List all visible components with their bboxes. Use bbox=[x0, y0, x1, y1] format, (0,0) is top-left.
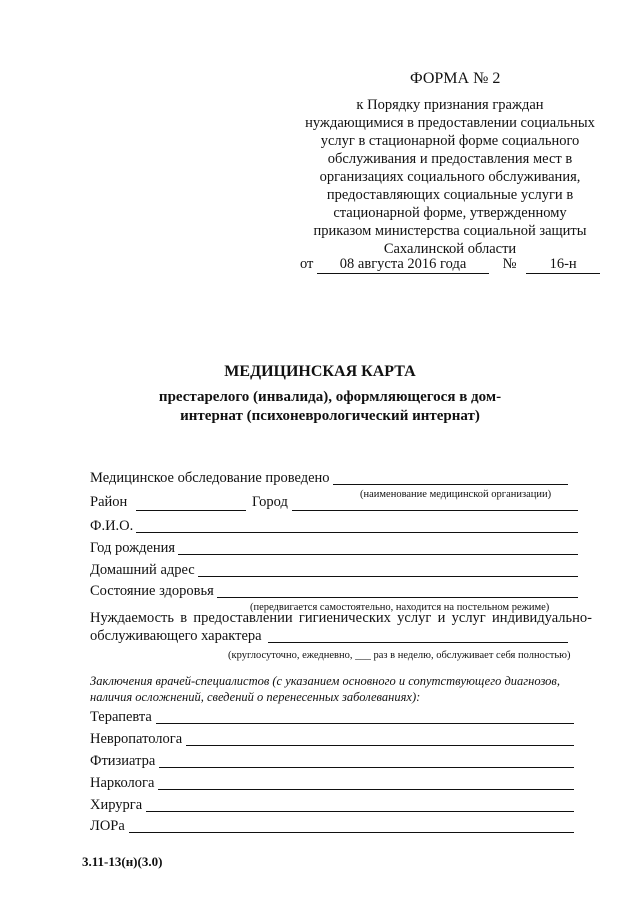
specialist-conclusions-intro: Заключения врачей-специалистов (с указанием основного и сопутствующего диагнозов, наличия осложнений, сведений о перенесенных заболеваниях): bbox=[90, 674, 560, 704]
order-date-number bbox=[300, 256, 600, 274]
health-state-field[interactable] bbox=[90, 580, 578, 600]
order-reference-line: нуждающимися в предоставлении социальных bbox=[305, 115, 595, 131]
exam-organization-line[interactable] bbox=[333, 470, 568, 485]
specialist-line[interactable] bbox=[129, 818, 574, 833]
district-label: Район bbox=[90, 494, 128, 510]
specialist-line[interactable] bbox=[159, 753, 574, 768]
specialist-label: Нарколога bbox=[90, 775, 155, 791]
health-state-hint: (передвигается самостоятельно, находится на постельном режиме) bbox=[250, 602, 550, 613]
exam-organization-label: Медицинское обследование проведено bbox=[90, 470, 330, 486]
order-from-label: от bbox=[300, 256, 314, 272]
specialist-field-surgeon[interactable] bbox=[90, 794, 574, 814]
birth-year-line[interactable] bbox=[178, 540, 578, 555]
order-reference-line: организациях социального обслуживания, bbox=[319, 169, 581, 185]
hygiene-need-field[interactable] bbox=[90, 627, 592, 645]
fio-line[interactable] bbox=[136, 518, 578, 533]
order-reference-line: услуг в стационарной форме социального bbox=[320, 133, 580, 149]
fio-field[interactable] bbox=[90, 515, 578, 535]
hygiene-need-label: обслуживающего характера bbox=[90, 628, 262, 644]
subtitle-line: интернат (психоневрологический интернат) bbox=[180, 408, 480, 424]
city-label: Город bbox=[252, 494, 288, 510]
specialist-line[interactable] bbox=[156, 709, 574, 724]
specialist-field-phthisiatrician[interactable] bbox=[90, 750, 574, 770]
district-city-row bbox=[90, 493, 580, 513]
health-state-label: Состояние здоровья bbox=[90, 583, 214, 599]
exam-organization-field[interactable] bbox=[90, 467, 568, 487]
birth-year-label: Год рождения bbox=[90, 540, 176, 556]
order-reference bbox=[290, 96, 610, 258]
subtitle-line: престарелого (инвалида), оформляющегося в дом- bbox=[158, 389, 502, 405]
specialist-line[interactable] bbox=[186, 731, 574, 746]
order-reference-line: Сахалинской области bbox=[383, 241, 517, 257]
specialist-label: ЛОРа bbox=[90, 818, 125, 834]
order-reference-line: предоставляющих социальные услуги в bbox=[326, 187, 574, 203]
specialist-field-ent[interactable] bbox=[90, 815, 574, 835]
city-line[interactable] bbox=[292, 496, 578, 511]
home-address-field[interactable] bbox=[90, 559, 578, 579]
fio-label: Ф.И.О. bbox=[90, 518, 134, 534]
specialist-field-narcologist[interactable] bbox=[90, 772, 574, 792]
specialist-field-neurologist[interactable] bbox=[90, 728, 574, 748]
specialist-label: Хирурга bbox=[90, 797, 143, 813]
order-reference-line: приказом министерства социальной защиты bbox=[313, 223, 587, 239]
specialist-line[interactable] bbox=[158, 775, 574, 790]
exam-organization-hint: (наименование медицинской организации) bbox=[360, 489, 552, 500]
hygiene-need-hint: (круглосуточно, ежедневно, ___ раз в неделю, обслуживает себя полностью) bbox=[228, 650, 571, 661]
page-subtitle bbox=[150, 388, 510, 426]
specialist-label: Терапевта bbox=[90, 709, 152, 725]
order-reference-line: стационарной форме, утвержденному bbox=[333, 205, 567, 221]
birth-year-field[interactable] bbox=[90, 537, 578, 557]
hygiene-need-text: Нуждаемость в предоставлении гигиенических услуг и услуг индивидуально- bbox=[90, 610, 592, 626]
order-reference-line: обслуживания и предоставления мест в bbox=[327, 151, 573, 167]
order-date: 08 августа 2016 года bbox=[317, 256, 489, 274]
specialist-label: Фтизиатра bbox=[90, 753, 156, 769]
health-state-line[interactable] bbox=[217, 583, 578, 598]
hygiene-need-line[interactable] bbox=[268, 630, 568, 643]
specialist-label: Невропатолога bbox=[90, 731, 183, 747]
page-title: МЕДИЦИНСКАЯ КАРТА bbox=[224, 363, 416, 380]
specialist-field-therapist[interactable] bbox=[90, 706, 574, 726]
district-line[interactable] bbox=[136, 496, 246, 511]
form-code: 3.11-13(н)(3.0) bbox=[82, 854, 163, 869]
order-number: 16-н bbox=[526, 256, 600, 274]
order-number-label: № bbox=[502, 256, 517, 272]
home-address-line[interactable] bbox=[198, 562, 578, 577]
form-number: ФОРМА № 2 bbox=[410, 70, 501, 87]
order-reference-line: к Порядку признания граждан bbox=[356, 97, 544, 113]
home-address-label: Домашний адрес bbox=[90, 562, 195, 578]
specialist-line[interactable] bbox=[146, 797, 574, 812]
